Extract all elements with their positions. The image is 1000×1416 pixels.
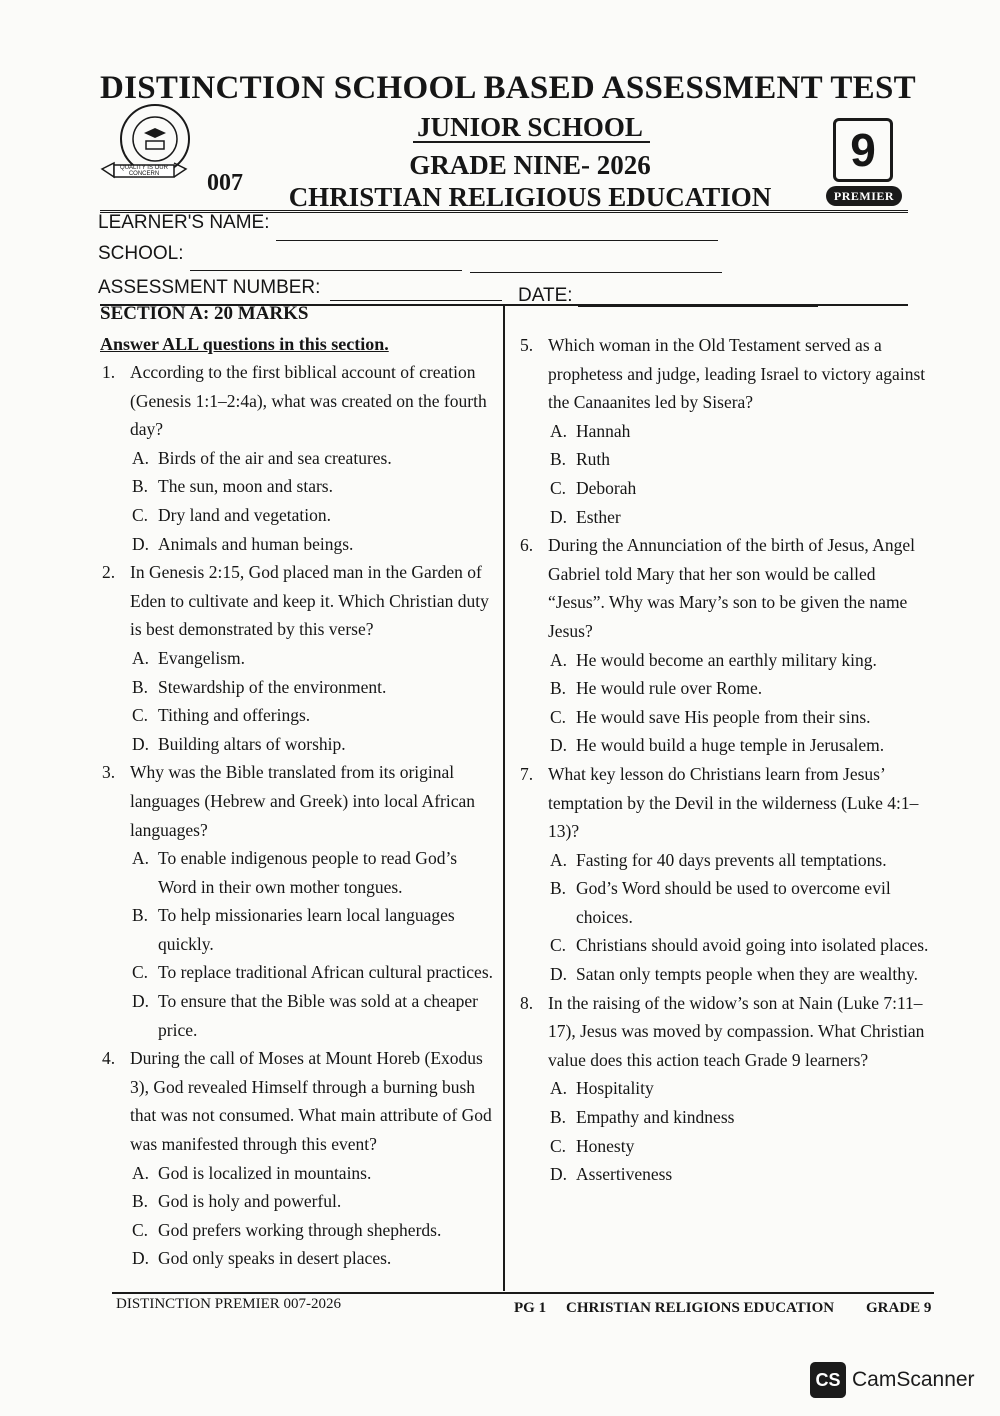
option-letter: A. (132, 447, 150, 468)
question-number: 4. (102, 1048, 116, 1069)
date-line[interactable] (578, 306, 818, 307)
option-text: Deborah (576, 477, 637, 498)
answer-option[interactable] (550, 646, 930, 675)
option-text: Fasting for 40 days prevents all temptations. (576, 849, 887, 870)
option-text: The sun, moon and stars. (158, 476, 333, 497)
option-text: Birds of the air and sea creatures. (158, 447, 392, 468)
option-letter: A. (550, 1078, 568, 1099)
question-6 (520, 531, 930, 760)
option-letter: C. (132, 962, 149, 983)
paper-code: 007 (207, 170, 243, 196)
option-text: Evangelism. (158, 647, 245, 668)
answer-option[interactable] (550, 874, 930, 931)
footer-grade: GRADE 9 (866, 1300, 932, 1316)
option-letter: B. (132, 476, 149, 497)
footer-divider (112, 1292, 934, 1294)
option-letter: C. (132, 504, 149, 525)
option-letter: C. (550, 477, 567, 498)
answer-option[interactable] (550, 1103, 930, 1132)
option-text: Honesty (576, 1135, 635, 1156)
option-letter: D. (132, 991, 150, 1012)
option-text: God is localized in mountains. (158, 1162, 372, 1183)
answer-option[interactable] (132, 444, 498, 473)
option-letter: C. (550, 1135, 567, 1156)
option-letter: A. (132, 1162, 150, 1183)
logo-motto: QUALITY IS OUR CONCERN (120, 165, 168, 177)
option-text: Assertiveness (576, 1164, 673, 1185)
question-text: Why was the Bible translated from its original languages (Hebrew and Greek) into local African languages? (130, 762, 475, 840)
column-divider (503, 306, 505, 1291)
answer-option[interactable] (132, 472, 498, 501)
option-text: God’s Word should be used to overcome evil choices. (576, 878, 891, 927)
option-text: God is holy and powerful. (158, 1191, 342, 1212)
question-4 (102, 1044, 498, 1273)
question-number: 8. (520, 992, 534, 1013)
option-text: He would build a huge temple in Jerusalem. (576, 735, 885, 756)
option-text: Christians should avoid going into isolated places. (576, 935, 929, 956)
date-label: DATE: (518, 285, 573, 306)
footer-page: PG 1 (514, 1300, 547, 1316)
answer-option[interactable] (132, 958, 498, 987)
question-5 (520, 331, 930, 531)
option-text: To enable indigenous people to read God’s Word in their own mother tongues. (158, 848, 458, 897)
question-text: According to the first biblical account of creation (Genesis 1:1–2:4a), what was created on the fourth day? (130, 362, 487, 440)
option-letter: B. (550, 678, 567, 699)
school-line-1[interactable] (190, 270, 462, 271)
option-text: Animals and human beings. (158, 533, 354, 554)
option-letter: A. (132, 647, 150, 668)
section-instruction: Answer ALL questions in this section. (100, 334, 389, 354)
question-number: 1. (102, 362, 116, 382)
grade-year: GRADE NINE- 2026 (409, 150, 651, 180)
option-letter: D. (550, 1164, 568, 1185)
camscanner-icon: CS (810, 1362, 846, 1398)
option-letter: C. (132, 705, 149, 726)
option-letter: B. (132, 1191, 149, 1212)
answer-option[interactable] (550, 1160, 930, 1189)
answer-option[interactable] (550, 1074, 930, 1103)
assessment-number-label: ASSESSMENT NUMBER: (98, 277, 321, 298)
right-question-column (520, 331, 930, 1189)
answer-option[interactable] (550, 503, 930, 532)
answer-option[interactable] (550, 674, 930, 703)
option-letter: B. (132, 676, 149, 697)
question-text: During the call of Moses at Mount Horeb (Exodus 3), God revealed Himself through a burning bush that was not consumed. What main attribute of God was manifested through this event? (130, 1048, 492, 1155)
answer-option[interactable] (132, 1216, 498, 1245)
option-letter: B. (550, 878, 567, 899)
left-question-column (102, 358, 498, 1273)
question-number: 6. (520, 535, 534, 556)
option-letter: D. (550, 964, 568, 985)
option-letter: A. (550, 649, 568, 670)
option-text: Hospitality (576, 1078, 654, 1099)
option-text: Hannah (576, 420, 631, 441)
answer-option[interactable] (550, 417, 930, 446)
section-title: SECTION A: 20 MARKS (100, 303, 309, 324)
option-text: God only speaks in desert places. (158, 1248, 392, 1269)
camscanner-label: CamScanner (852, 1368, 975, 1391)
question-text: In Genesis 2:15, God placed man in the Garden of Eden to cultivate and keep it. Which Christian duty is best demonstrated by this verse? (130, 562, 489, 640)
answer-option[interactable] (550, 731, 930, 760)
school-level: JUNIOR SCHOOL (417, 112, 643, 142)
question-number: 2. (102, 562, 116, 583)
option-letter: D. (132, 533, 150, 554)
answer-option[interactable] (550, 846, 930, 875)
answer-option[interactable] (550, 474, 930, 503)
question-text: In the raising of the widow’s son at Nain (Luke 7:11–17), Jesus was moved by compassion. What Christian value does this action teach Grade 9 learners? (548, 992, 925, 1070)
option-letter: C. (550, 706, 567, 727)
option-letter: A. (550, 849, 568, 870)
option-letter: D. (550, 735, 568, 756)
option-text: Building altars of worship. (158, 733, 346, 754)
answer-option[interactable] (132, 1159, 498, 1188)
option-text: Stewardship of the environment. (158, 676, 387, 697)
document-title: DISTINCTION SCHOOL BASED ASSESSMENT TEST (100, 70, 916, 106)
question-2 (102, 558, 498, 758)
answer-option[interactable] (550, 1132, 930, 1161)
option-text: Ruth (576, 449, 611, 470)
question-1 (102, 358, 498, 558)
option-letter: D. (550, 506, 568, 527)
answer-option[interactable] (132, 730, 498, 759)
question-7 (520, 760, 930, 989)
question-text: Which woman in the Old Testament served as a prophetess and judge, leading Israel to victory against the Canaanites led by Sisera? (548, 335, 926, 413)
assessment-number-line[interactable] (330, 300, 502, 301)
learner-name-label: LEARNER'S NAME: (98, 212, 270, 233)
option-text: Dry land and vegetation. (158, 504, 332, 525)
option-text: Satan only tempts people when they are wealthy. (576, 964, 918, 985)
option-text: To ensure that the Bible was sold at a cheaper price. (158, 991, 478, 1040)
answer-option[interactable] (132, 1244, 498, 1273)
option-text: He would rule over Rome. (576, 678, 763, 699)
school-label: SCHOOL: (98, 243, 184, 264)
school-level-underline (413, 141, 650, 143)
answer-option[interactable] (132, 844, 498, 901)
subject-title: CHRISTIAN RELIGIOUS EDUCATION (288, 182, 772, 212)
option-text: He would become an earthly military king. (576, 649, 877, 670)
option-text: To replace traditional African cultural practices. (158, 962, 494, 983)
question-3 (102, 758, 498, 1044)
option-text: He would save His people from their sins. (576, 706, 871, 727)
grade-number-box: 9 (833, 118, 893, 182)
question-8 (520, 989, 930, 1189)
option-letter: C. (550, 935, 567, 956)
option-text: Empathy and kindness (576, 1107, 735, 1128)
option-letter: B. (132, 905, 149, 926)
question-number: 3. (102, 762, 116, 783)
answer-option[interactable] (132, 644, 498, 673)
option-letter: C. (132, 1219, 149, 1240)
option-letter: D. (132, 733, 150, 754)
option-letter: B. (550, 449, 567, 470)
answer-option[interactable] (550, 960, 930, 989)
answer-option[interactable] (550, 931, 930, 960)
answer-option[interactable] (132, 501, 498, 530)
camscanner-watermark (810, 1362, 975, 1398)
option-text: To help missionaries learn local languages quickly. (158, 905, 455, 954)
option-text: Tithing and offerings. (158, 705, 311, 726)
answer-option[interactable] (132, 901, 498, 958)
premier-badge: PREMIER (826, 186, 902, 206)
option-letter: B. (550, 1107, 567, 1128)
answer-option[interactable] (132, 1187, 498, 1216)
footer-subject: CHRISTIAN RELIGIONS EDUCATION (566, 1300, 835, 1316)
answer-option[interactable] (132, 701, 498, 730)
answer-option[interactable] (132, 987, 498, 1044)
option-letter: A. (550, 420, 568, 441)
answer-option[interactable] (132, 530, 498, 559)
footer-left: DISTINCTION PREMIER 007-2026 (116, 1296, 341, 1312)
answer-option[interactable] (550, 445, 930, 474)
question-number: 5. (520, 335, 534, 355)
answer-option[interactable] (550, 703, 930, 732)
school-line-2[interactable] (470, 272, 722, 273)
option-text: God prefers working through shepherds. (158, 1219, 442, 1240)
option-text: Esther (576, 506, 621, 527)
option-letter: A. (132, 848, 150, 869)
answer-option[interactable] (132, 673, 498, 702)
question-text: During the Annunciation of the birth of Jesus, Angel Gabriel told Mary that her son would be called “Jesus”. Why was Mary’s son to be given the name Jesus? (548, 535, 915, 641)
question-number: 7. (520, 763, 534, 784)
learner-name-line[interactable] (276, 240, 718, 241)
option-letter: D. (132, 1248, 150, 1269)
question-text: What key lesson do Christians learn from Jesus’ temptation by the Devil in the wilderness (Luke 4:1–13)? (548, 763, 919, 842)
